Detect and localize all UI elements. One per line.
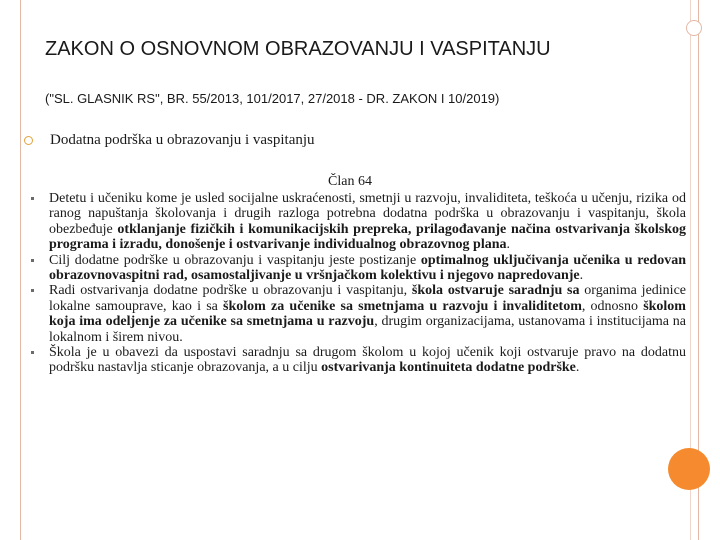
frame-left-line xyxy=(20,0,21,540)
provision-list xyxy=(31,191,686,376)
list-item: Škola je u obavezi da uspostavi saradnju sa drugom školom u kojoj učenik koji ostvaruje pravo na dodatnu podršku nastavlja sticanje obrazovanja, a u cilju ostvarivanja kontinuiteta dodatne podrške. xyxy=(31,345,686,376)
slide-subtitle: ("SL. GLASNIK RS", BR. 55/2013, 101/2017, 27/2018 - DR. ZAKON I 10/2019) xyxy=(45,91,500,106)
list-item: Cilj dodatne podrške u obrazovanju i vaspitanju jeste postizanje optimalnog uključivanja učenika u redovan obrazovnovaspitni rad, osamostaljivanje u vršnjačkom kolektivu i njegovo napredovanje. xyxy=(31,253,686,284)
decorative-circle-top xyxy=(686,20,702,36)
article-number: Član 64 xyxy=(328,174,372,189)
section-row xyxy=(24,130,315,150)
slide-title: ZAKON O OSNOVNOM OBRAZOVANJU I VASPITANJU xyxy=(45,38,551,60)
decorative-circle-bottom xyxy=(668,448,710,490)
list-item: Radi ostvarivanja dodatne podrške u obrazovanju i vaspitanju, škola ostvaruje saradnju sa organima jedinice lokalne samouprave, kao i sa školom za učenike sa smetnjama u razvoju i invaliditetom, odnosno školom koja ima odeljenje za učenike sa smetnjama u razvoju, drugim organizacijama, ustanovama i institucijama na lokalnom i širem nivou. xyxy=(31,283,686,345)
section-heading: Dodatna podrška u obrazovanju i vaspitanju xyxy=(50,131,315,148)
ring-bullet-icon xyxy=(24,136,33,145)
list-item: Detetu i učeniku kome je usled socijalne uskraćenosti, smetnji u razvoju, invaliditeta, teškoća u učenju, rizika od ranog napuštanja školovanja i drugih razloga potrebna dodatna podrška u obrazovanju i vaspitanju, škola obezbeđuje otklanjanje fizičkih i komunikacijskih prepreka, prilagođavanje načina ostvarivanja školskog programa i izradu, donošenje i ostvarivanje individualnog obrazovnog plana. xyxy=(31,191,686,253)
